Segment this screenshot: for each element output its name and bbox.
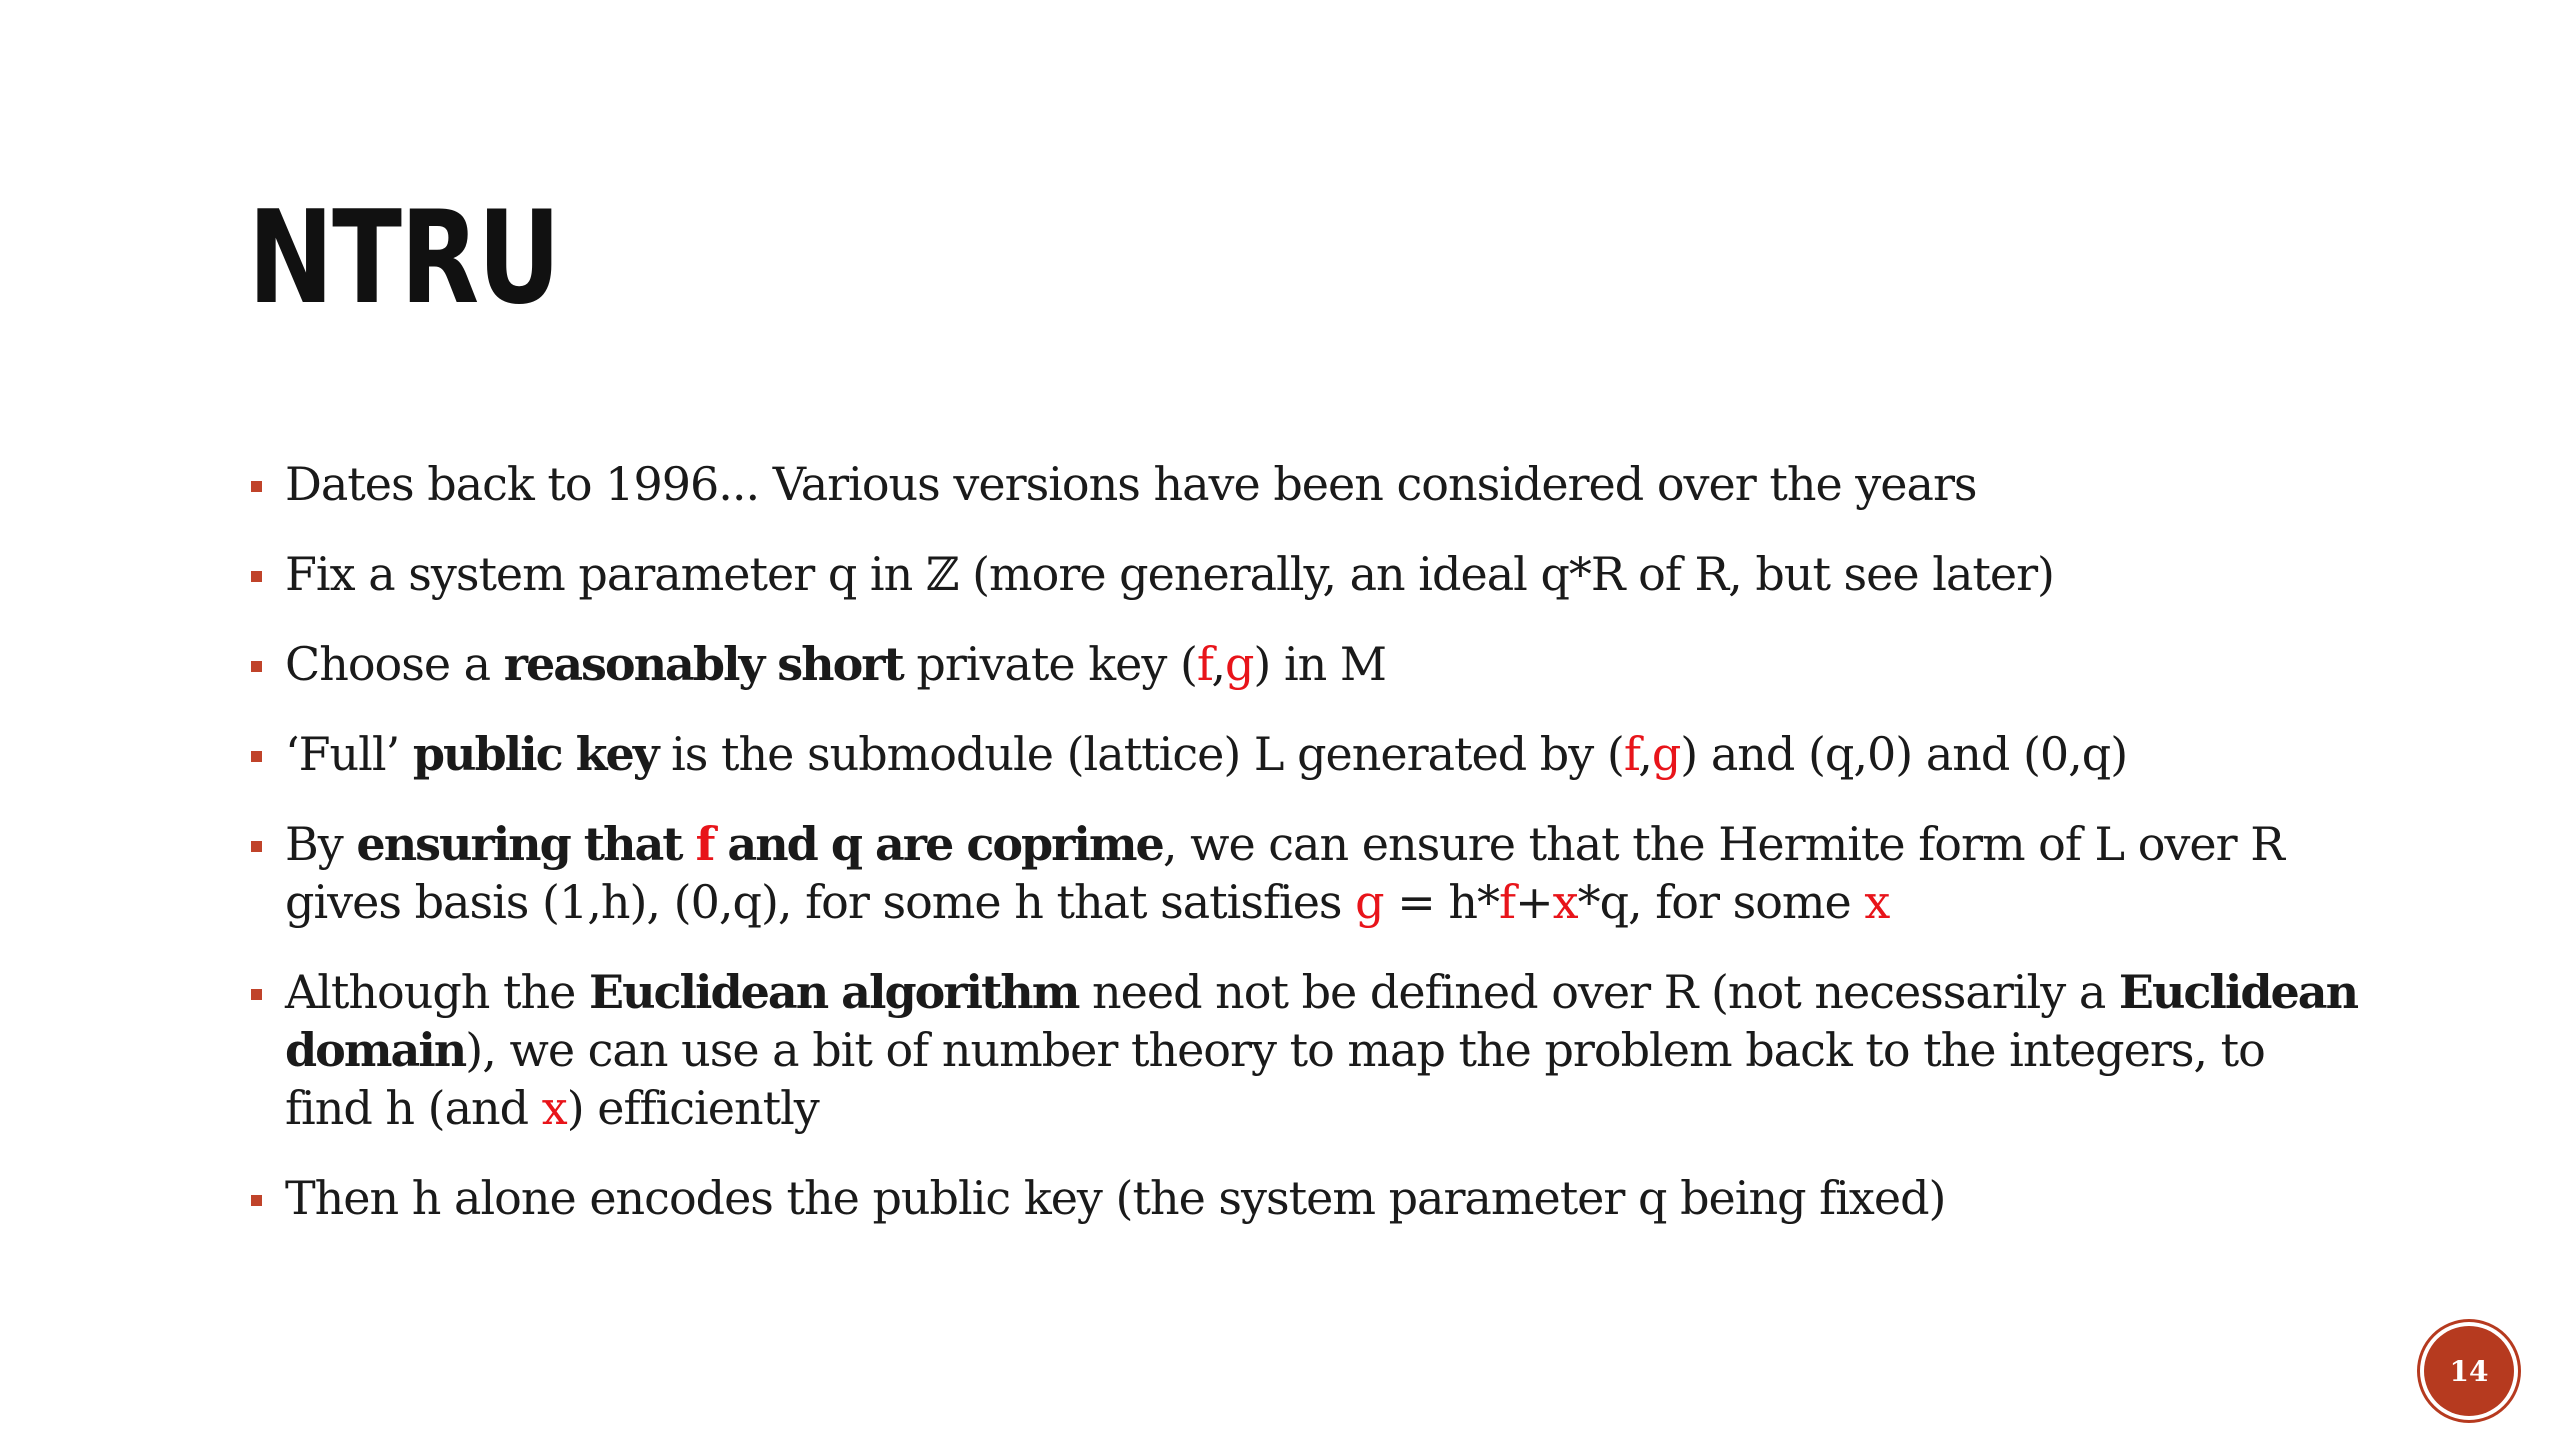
bullet-line (285, 635, 2388, 693)
bullet-item (248, 635, 2388, 693)
bullet-text: , (1211, 637, 1225, 691)
highlighted-variable: f (1623, 727, 1639, 781)
emphasis-text: domain (285, 1023, 466, 1077)
bullet-item (248, 815, 2388, 931)
bullet-text: need not be defined over R (not necessarily a (1078, 965, 2119, 1019)
emphasis-text: and q are coprime (713, 817, 1163, 871)
highlighted-variable: f (1196, 637, 1212, 691)
page-number: 14 (2449, 1354, 2489, 1388)
bullet-line (285, 1021, 2388, 1079)
bullet-line (285, 1169, 2388, 1227)
bullet-text: ‘Full’ (285, 727, 413, 781)
highlighted-variable: x (541, 1081, 567, 1135)
bullet-text: Dates back to 1996... Various versions have been considered over the years (285, 457, 1977, 511)
highlighted-variable: g (1355, 875, 1384, 929)
page-number-badge (2424, 1326, 2514, 1416)
emphasis-text: reasonably short (503, 637, 903, 691)
bullet-line (285, 815, 2388, 873)
bullet-text: find h (and (285, 1081, 542, 1135)
bullet-item (248, 1169, 2388, 1227)
emphasis-text: Euclidean (2118, 965, 2358, 1019)
bullet-item (248, 545, 2388, 603)
bullet-line (285, 455, 2388, 513)
bullet-line (285, 873, 2388, 931)
bullet-text: ) and (q,0) and (0,q) (1680, 727, 2128, 781)
bullet-line (285, 963, 2388, 1021)
bullet-text: is the submodule (lattice) L generated by ( (657, 727, 1624, 781)
bullet-line (285, 545, 2388, 603)
bullet-text: *q, for some (1577, 875, 1865, 929)
highlighted-variable: g (1651, 727, 1681, 781)
bullet-text: , we can ensure that the Hermite form of L over R (1162, 817, 2284, 871)
bullet-text: , (1638, 727, 1652, 781)
highlighted-variable: x (1864, 875, 1890, 929)
bullet-line (285, 1079, 2388, 1137)
bullet-text: Fix a system parameter q in ℤ (more generally, an ideal q*R of R, but see later) (285, 547, 2055, 601)
bullet-text: Then h alone encodes the public key (the system parameter q being fixed) (285, 1171, 1946, 1225)
bullet-text: ) in M (1253, 637, 1387, 691)
bullet-text: Choose a (285, 637, 504, 691)
highlighted-variable: f (1499, 875, 1516, 929)
bullet-text: By (285, 817, 357, 871)
bullet-item (248, 963, 2388, 1137)
bullet-text: ), we can use a bit of number theory to map the problem back to the integers, to (465, 1023, 2265, 1077)
bullet-list (248, 455, 2388, 1259)
bullet-text: + (1515, 875, 1553, 929)
bullet-line (285, 725, 2388, 783)
emphasis-text: Euclidean algorithm (589, 965, 1079, 1019)
highlighted-variable: g (1224, 637, 1254, 691)
highlighted-variable: f (695, 817, 714, 871)
bullet-item (248, 725, 2388, 783)
slide-title: NTRU (248, 184, 560, 333)
bullet-text: private key ( (902, 637, 1197, 691)
emphasis-text: ensuring that (356, 817, 696, 871)
bullet-text: Although the (285, 965, 590, 1019)
bullet-text: ) efficiently (566, 1081, 819, 1135)
bullet-text: gives basis (1,h), (0,q), for some h that satisfies (285, 875, 1356, 929)
bullet-text: = h* (1383, 875, 1500, 929)
emphasis-text: public key (412, 727, 658, 781)
highlighted-variable: x (1552, 875, 1578, 929)
bullet-item (248, 455, 2388, 513)
